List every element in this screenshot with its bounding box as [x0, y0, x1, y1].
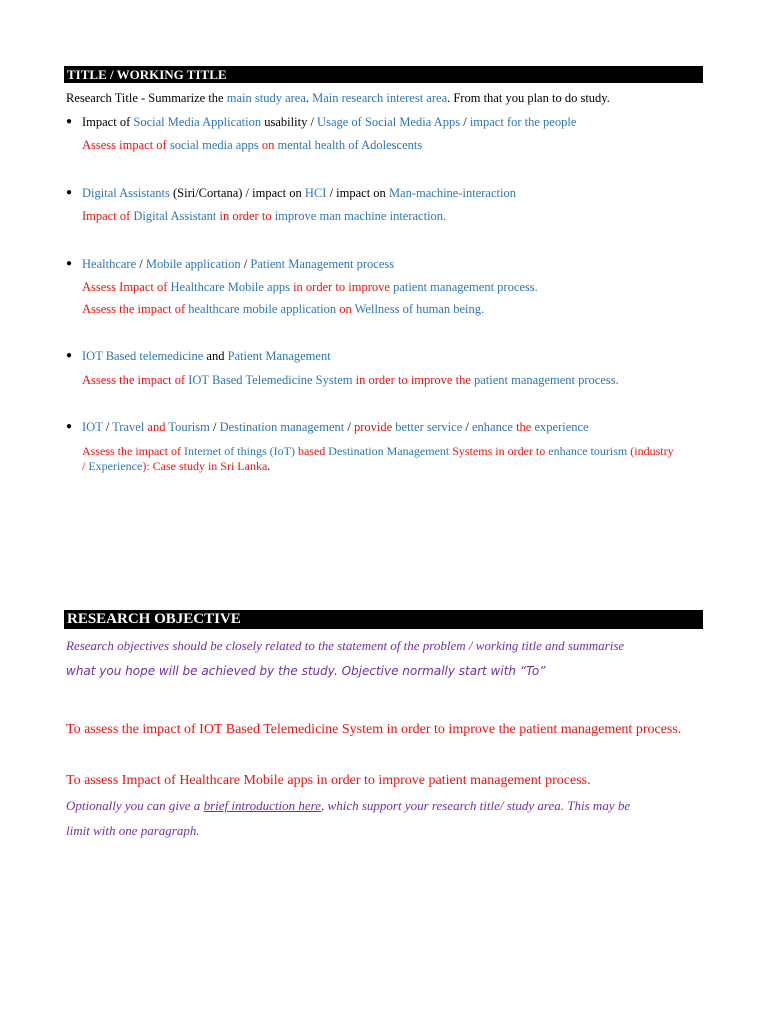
bullet-icon: ●	[66, 187, 73, 198]
objective-2: To assess Impact of Healthcare Mobile apps in order to improve patient management process.	[66, 773, 591, 788]
title-line-5a: Assess the impact of Internet of things (IoT) based Destination Management Systems in order to enhance tourism (industry	[82, 444, 674, 458]
title-line-4a: Assess the impact of IOT Based Telemedicine System in order to improve the patient management process.	[82, 373, 619, 387]
section-heading-title: TITLE / WORKING TITLE	[64, 66, 703, 83]
title-line-2a: Impact of Digital Assistant in order to improve man machine interaction.	[82, 209, 447, 223]
bullet-icon: ●	[66, 350, 73, 361]
topic-line-3: Healthcare / Mobile application / Patient Management process	[82, 257, 395, 271]
objective-note-line2: what you hope will be achieved by the study. Objective normally start with “To”	[66, 664, 546, 678]
topic-line-2: Digital Assistants (Siri/Cortana) / impact on HCI / impact on Man-machine-interaction	[82, 186, 516, 200]
bullet-icon: ●	[66, 421, 73, 432]
optional-intro-line2: limit with one paragraph.	[66, 823, 200, 838]
section-heading-objective: RESEARCH OBJECTIVE	[64, 610, 703, 629]
title-line-3b: Assess the impact of healthcare mobile application on Wellness of human being.	[82, 302, 485, 316]
topic-line-4: IOT Based telemedicine and Patient Management	[82, 349, 331, 363]
optional-intro-line1: Optionally you can give a brief introduction here, which support your research title/ study area. This may be	[66, 798, 631, 813]
bullet-icon: ●	[66, 258, 73, 269]
topic-line-5: IOT / Travel and Tourism / Destination management / provide better service / enhance the experience	[82, 420, 589, 434]
topic-line-1: Impact of Social Media Application usability / Usage of Social Media Apps / impact for the people	[82, 115, 577, 129]
title-line-1a: Assess impact of social media apps on mental health of Adolescents	[82, 138, 423, 152]
objective-note-line1: Research objectives should be closely related to the statement of the problem / working title and summarise	[66, 638, 625, 653]
brief-introduction-link[interactable]: brief introduction here	[203, 798, 322, 813]
bullet-icon: ●	[66, 116, 73, 127]
title-line-3a: Assess Impact of Healthcare Mobile apps in order to improve patient management process.	[82, 280, 538, 294]
intro-line: Research Title - Summarize the main study area. Main research interest area. From that you plan to do study.	[66, 91, 610, 105]
title-line-5b: / Experience): Case study in Sri Lanka.	[82, 459, 271, 473]
objective-1: To assess the impact of IOT Based Telemedicine System in order to improve the patient management process.	[66, 722, 682, 737]
